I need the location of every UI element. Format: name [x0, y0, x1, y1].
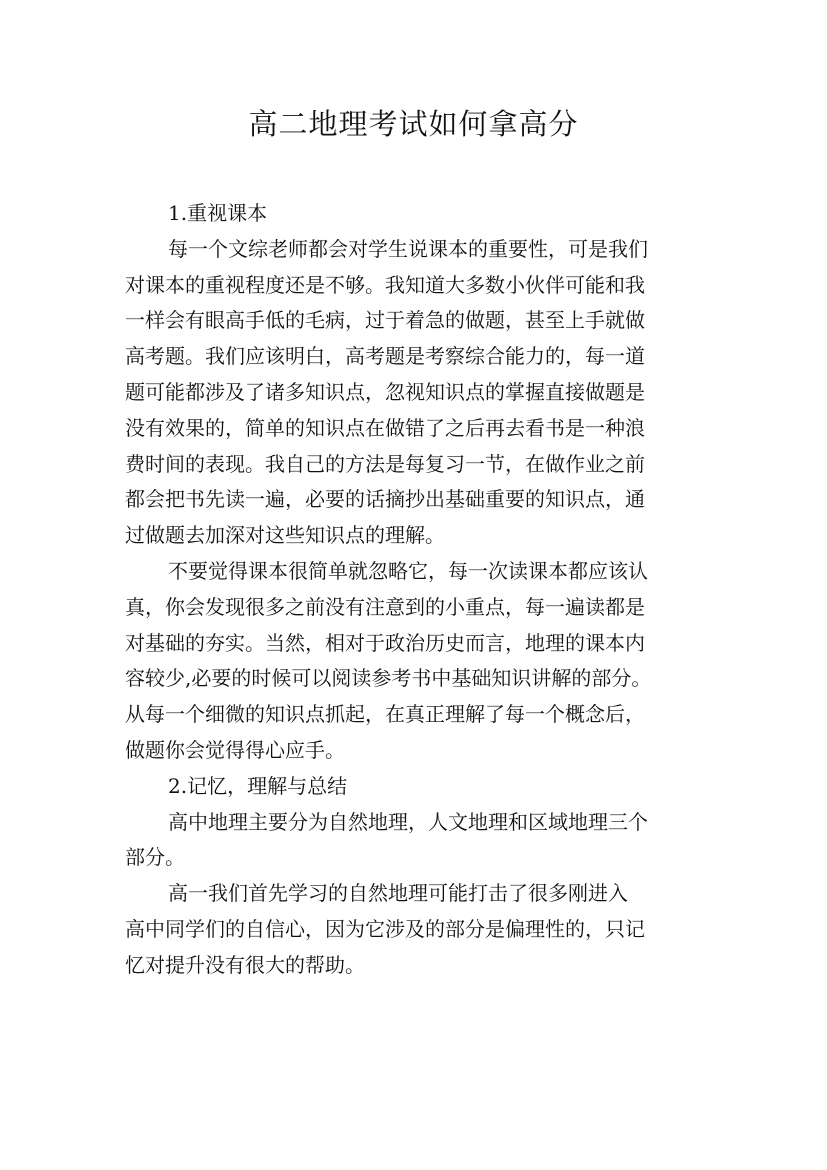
- paragraph-line: 从每一个细微的知识点抓起，在真正理解了每一个概念后，: [125, 702, 645, 727]
- paragraph-line: 部分。: [125, 845, 185, 870]
- paragraph-line: 对课本的重视程度还是不够。我知道大多数小伙伴可能和我: [125, 272, 645, 297]
- paragraph-line: 没有效果的，简单的知识点在做错了之后再去看书是一种浪: [125, 415, 645, 440]
- paragraph-line: 不要觉得课本很简单就忽略它，每一次读课本都应该认: [168, 558, 648, 583]
- document-title: 高二地理考试如何拿高分: [248, 107, 579, 141]
- paragraph-line: 高考题。我们应该明白，高考题是考察综合能力的，每一道: [125, 344, 645, 369]
- paragraph-line: 费时间的表现。我自己的方法是每复习一节，在做作业之前: [125, 451, 645, 476]
- paragraph-line: 对基础的夯实。当然，相对于政治历史而言，地理的课本内: [125, 630, 645, 655]
- paragraph-line: 过做题去加深对这些知识点的理解。: [125, 523, 445, 548]
- paragraph-line: 容较少,必要的时候可以阅读参考书中基础知识讲解的部分。: [125, 666, 652, 691]
- paragraph-line: 每一个文综老师都会对学生说课本的重要性，可是我们: [168, 236, 648, 261]
- paragraph-line: 一样会有眼高手低的毛病，过于着急的做题，甚至上手就做: [125, 308, 645, 333]
- section-heading-1: 1.重视课本: [168, 201, 268, 225]
- paragraph-line: 都会把书先读一遍，必要的话摘抄出基础重要的知识点，通: [125, 487, 645, 512]
- section-heading-2: 2.记忆，理解与总结: [168, 773, 348, 798]
- paragraph-line: 高中地理主要分为自然地理，人文地理和区域地理三个: [168, 809, 648, 834]
- document-body: [125, 196, 715, 984]
- paragraph-line: 高中同学们的自信心，因为它涉及的部分是偏理性的，只记: [125, 916, 645, 941]
- paragraph-line: 题可能都涉及了诸多知识点，忽视知识点的掌握直接做题是: [125, 379, 645, 404]
- paragraph-line: 做题你会觉得得心应手。: [125, 737, 345, 762]
- paragraph-line: 高一我们首先学习的自然地理可能打击了很多刚进入: [168, 881, 628, 906]
- paragraph-line: 忆对提升没有很大的帮助。: [125, 952, 365, 977]
- paragraph-line: 真，你会发现很多之前没有注意到的小重点，每一遍读都是: [125, 594, 645, 619]
